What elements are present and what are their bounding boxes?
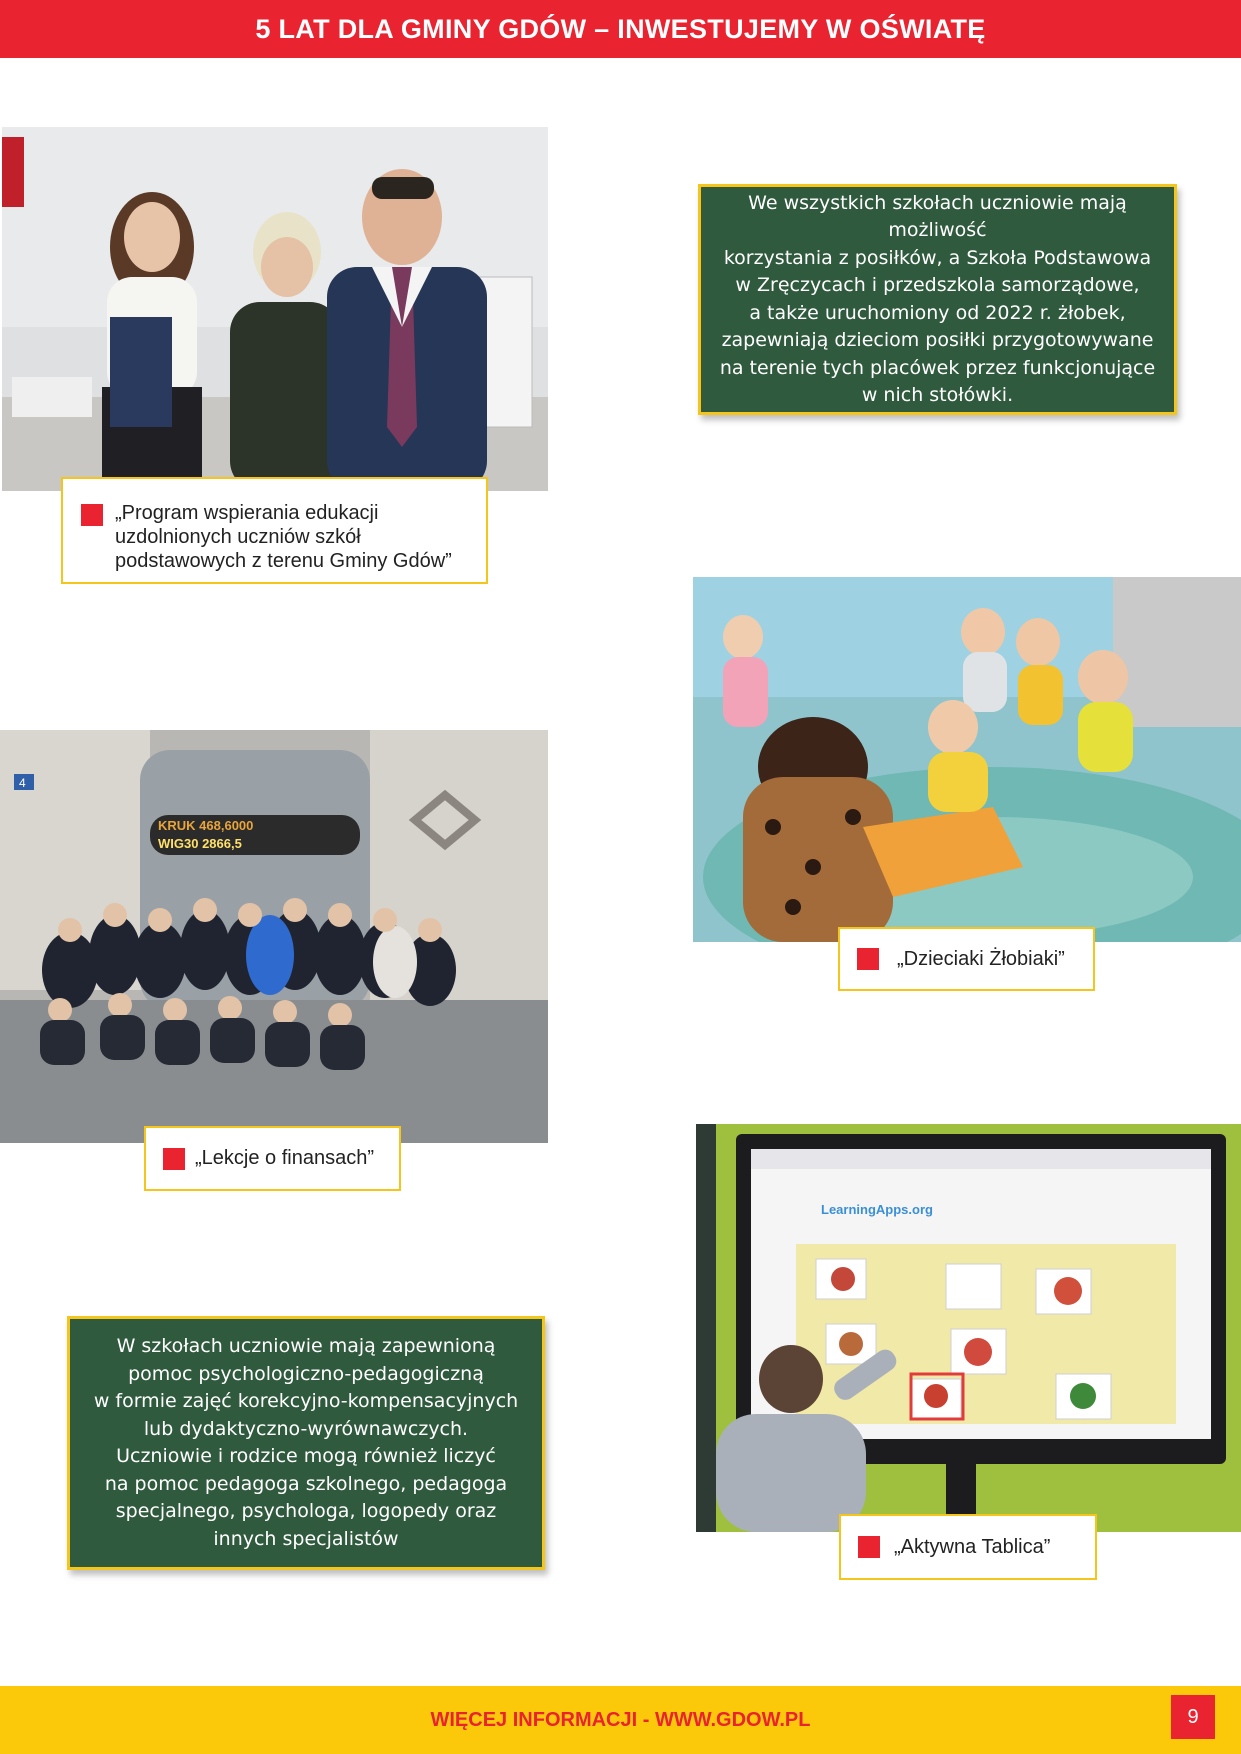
caption-program-text: „Program wspierania edukacji uzdolnionych uczniów szkół podstawowych z terenu Gminy Gdów”	[115, 502, 452, 572]
photo-stock-exchange	[0, 730, 548, 1143]
app-name: LearningApps.org	[821, 1202, 933, 1217]
caption-bullet-icon	[81, 504, 103, 526]
chalkboard-meals	[698, 184, 1177, 415]
caption-finanse	[144, 1126, 401, 1191]
page-title: 5 LAT DLA GMINY GDÓW – INWESTUJEMY W OŚWIATĘ	[255, 13, 986, 44]
caption-tablica	[839, 1514, 1097, 1580]
building-number: 4	[19, 776, 26, 790]
caption-finanse-text: „Lekcje o finansach”	[195, 1147, 374, 1169]
page-header	[0, 0, 1241, 58]
footer-link[interactable]: WIĘCEJ INFORMACJI - WWW.GDOW.PL	[430, 1708, 811, 1731]
chalkboard-meals-text: We wszystkich szkołach uczniowie mają możliwość korzystania z posiłków, a Szkoła Podstawowa w Zręczycach i przedszkola samorządowe, a także uruchomiony od 2022 r. żłobek, zapewniają dzieciom posiłki przygotowywane na terenie tych placówek przez funkcjonujące w nich stołówki.	[719, 191, 1156, 406]
caption-bullet-icon	[163, 1148, 185, 1170]
photo-nursery	[693, 577, 1241, 942]
ticker-line-1: KRUK 468,6000	[158, 818, 254, 833]
ticker-line-2: WIG30 2866,5	[158, 836, 242, 851]
caption-zlobiaki-text: „Dzieciaki Żłobiaki”	[897, 947, 1065, 970]
chalkboard-support-text: W szkołach uczniowie mają zapewnioną pomoc psychologiczno-pedagogiczną w formie zajęć korekcyjno-kompensacyjnych lub dydaktyczno-wyrównawczych. Uczniowie i rodzice mogą również liczyć na pomoc pedagoga szkolnego, pedagoga specjalnego, psychologa, logopedy oraz innych specjalistów	[93, 1335, 519, 1550]
footer-bar	[0, 1686, 1241, 1754]
chalkboard-support	[67, 1316, 545, 1570]
caption-zlobiaki	[838, 927, 1095, 991]
caption-program	[61, 477, 488, 584]
photo-interactive-board	[696, 1124, 1241, 1532]
caption-bullet-icon	[857, 948, 879, 970]
photo-award-ceremony	[2, 127, 548, 491]
caption-tablica-text: „Aktywna Tablica”	[894, 1535, 1051, 1558]
page-number: 9	[1171, 1695, 1215, 1739]
caption-bullet-icon	[858, 1536, 880, 1558]
